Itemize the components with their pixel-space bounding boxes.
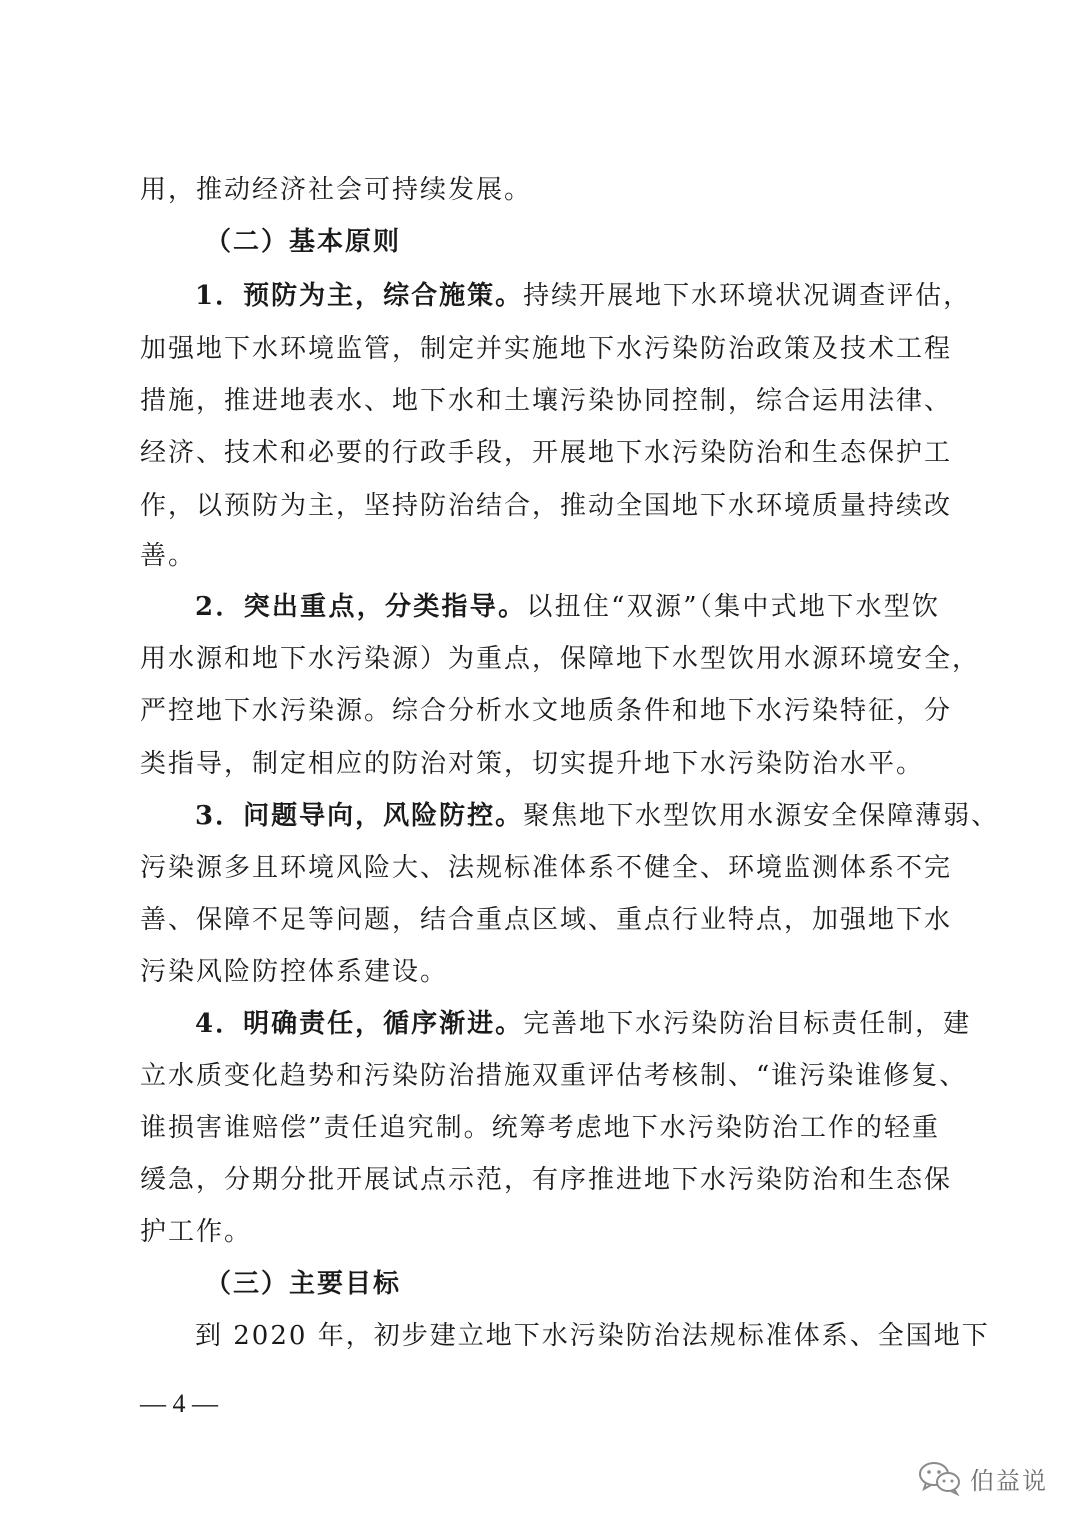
section-heading: （二）基本原则 [205,227,402,257]
principle-1-first-line [195,276,972,316]
principle-4-first-line [195,1004,972,1044]
principle-3-first-line [195,796,1000,836]
principle-2-text: 以扭住“双源”（集中式地下水型饮 [526,592,940,622]
watermark [918,1460,1048,1496]
principle-3-title: 3．问题导向，风险防控。 [195,801,524,831]
paragraph-line: 加强地下水环境监管，制定并实施地下水污染防治政策及技术工程 [140,334,953,364]
paragraph-line: 立水质变化趋势和污染防治措施双重评估考核制、“谁污染谁修复、 [140,1061,968,1091]
principle-1-text: 持续开展地下水环境状况调查评估， [523,281,972,311]
paragraph-line: 类指导，制定相应的防治对策，切实提升地下水污染防治水平。 [140,749,925,779]
principle-4-text: 完善地下水污染防治目标责任制，建 [523,1009,972,1039]
paragraph-line: 严控地下水污染源。综合分析水文地质条件和地下水污染特征，分 [140,696,953,726]
paragraph-line: 用，推动经济社会可持续发展。 [140,175,533,205]
principle-3-text: 聚焦地下水型饮用水源安全保障薄弱、 [523,801,1000,831]
paragraph-line: 善。 [140,541,197,571]
paragraph-line: 作，以预防为主，坚持防治结合，推动全国地下水环境质量持续改 [140,491,953,521]
paragraph-line: 用水源和地下水污染源）为重点，保障地下水型饮用水源环境安全， [140,644,981,674]
wechat-icon [918,1460,962,1496]
paragraph-line: 到 2020 年，初步建立地下水污染防治法规标准体系、全国地下 [195,1321,990,1351]
paragraph-line: 谁损害谁赔偿”责任追究制。统筹考虑地下水污染防治工作的轻重 [140,1113,940,1143]
principle-4-title: 4．明确责任，循序渐进。 [195,1009,524,1039]
principle-1-title: 1．预防为主，综合施策。 [195,281,524,311]
paragraph-line: 污染风险防控体系建设。 [140,957,449,987]
paragraph-line: 缓急，分期分批开展试点示范，有序推进地下水污染防治和生态保 [140,1165,953,1195]
section-heading: （三）主要目标 [205,1269,402,1299]
paragraph-line: 措施，推进地表水、地下水和土壤污染协同控制，综合运用法律、 [140,386,953,416]
page-number: — 4 — [140,1389,218,1418]
paragraph-line: 污染源多且环境风险大、法规标准体系不健全、环境监测体系不完 [140,853,953,883]
principle-2-first-line [195,587,940,627]
paragraph-line: 经济、技术和必要的行政手段，开展地下水污染防治和生态保护工 [140,438,953,468]
paragraph-line: 护工作。 [140,1217,253,1247]
paragraph-line: 善、保障不足等问题，结合重点区域、重点行业特点，加强地下水 [140,905,953,935]
principle-2-title: 2．突出重点，分类指导。 [195,592,527,622]
watermark-text: 伯益说 [970,1466,1048,1495]
